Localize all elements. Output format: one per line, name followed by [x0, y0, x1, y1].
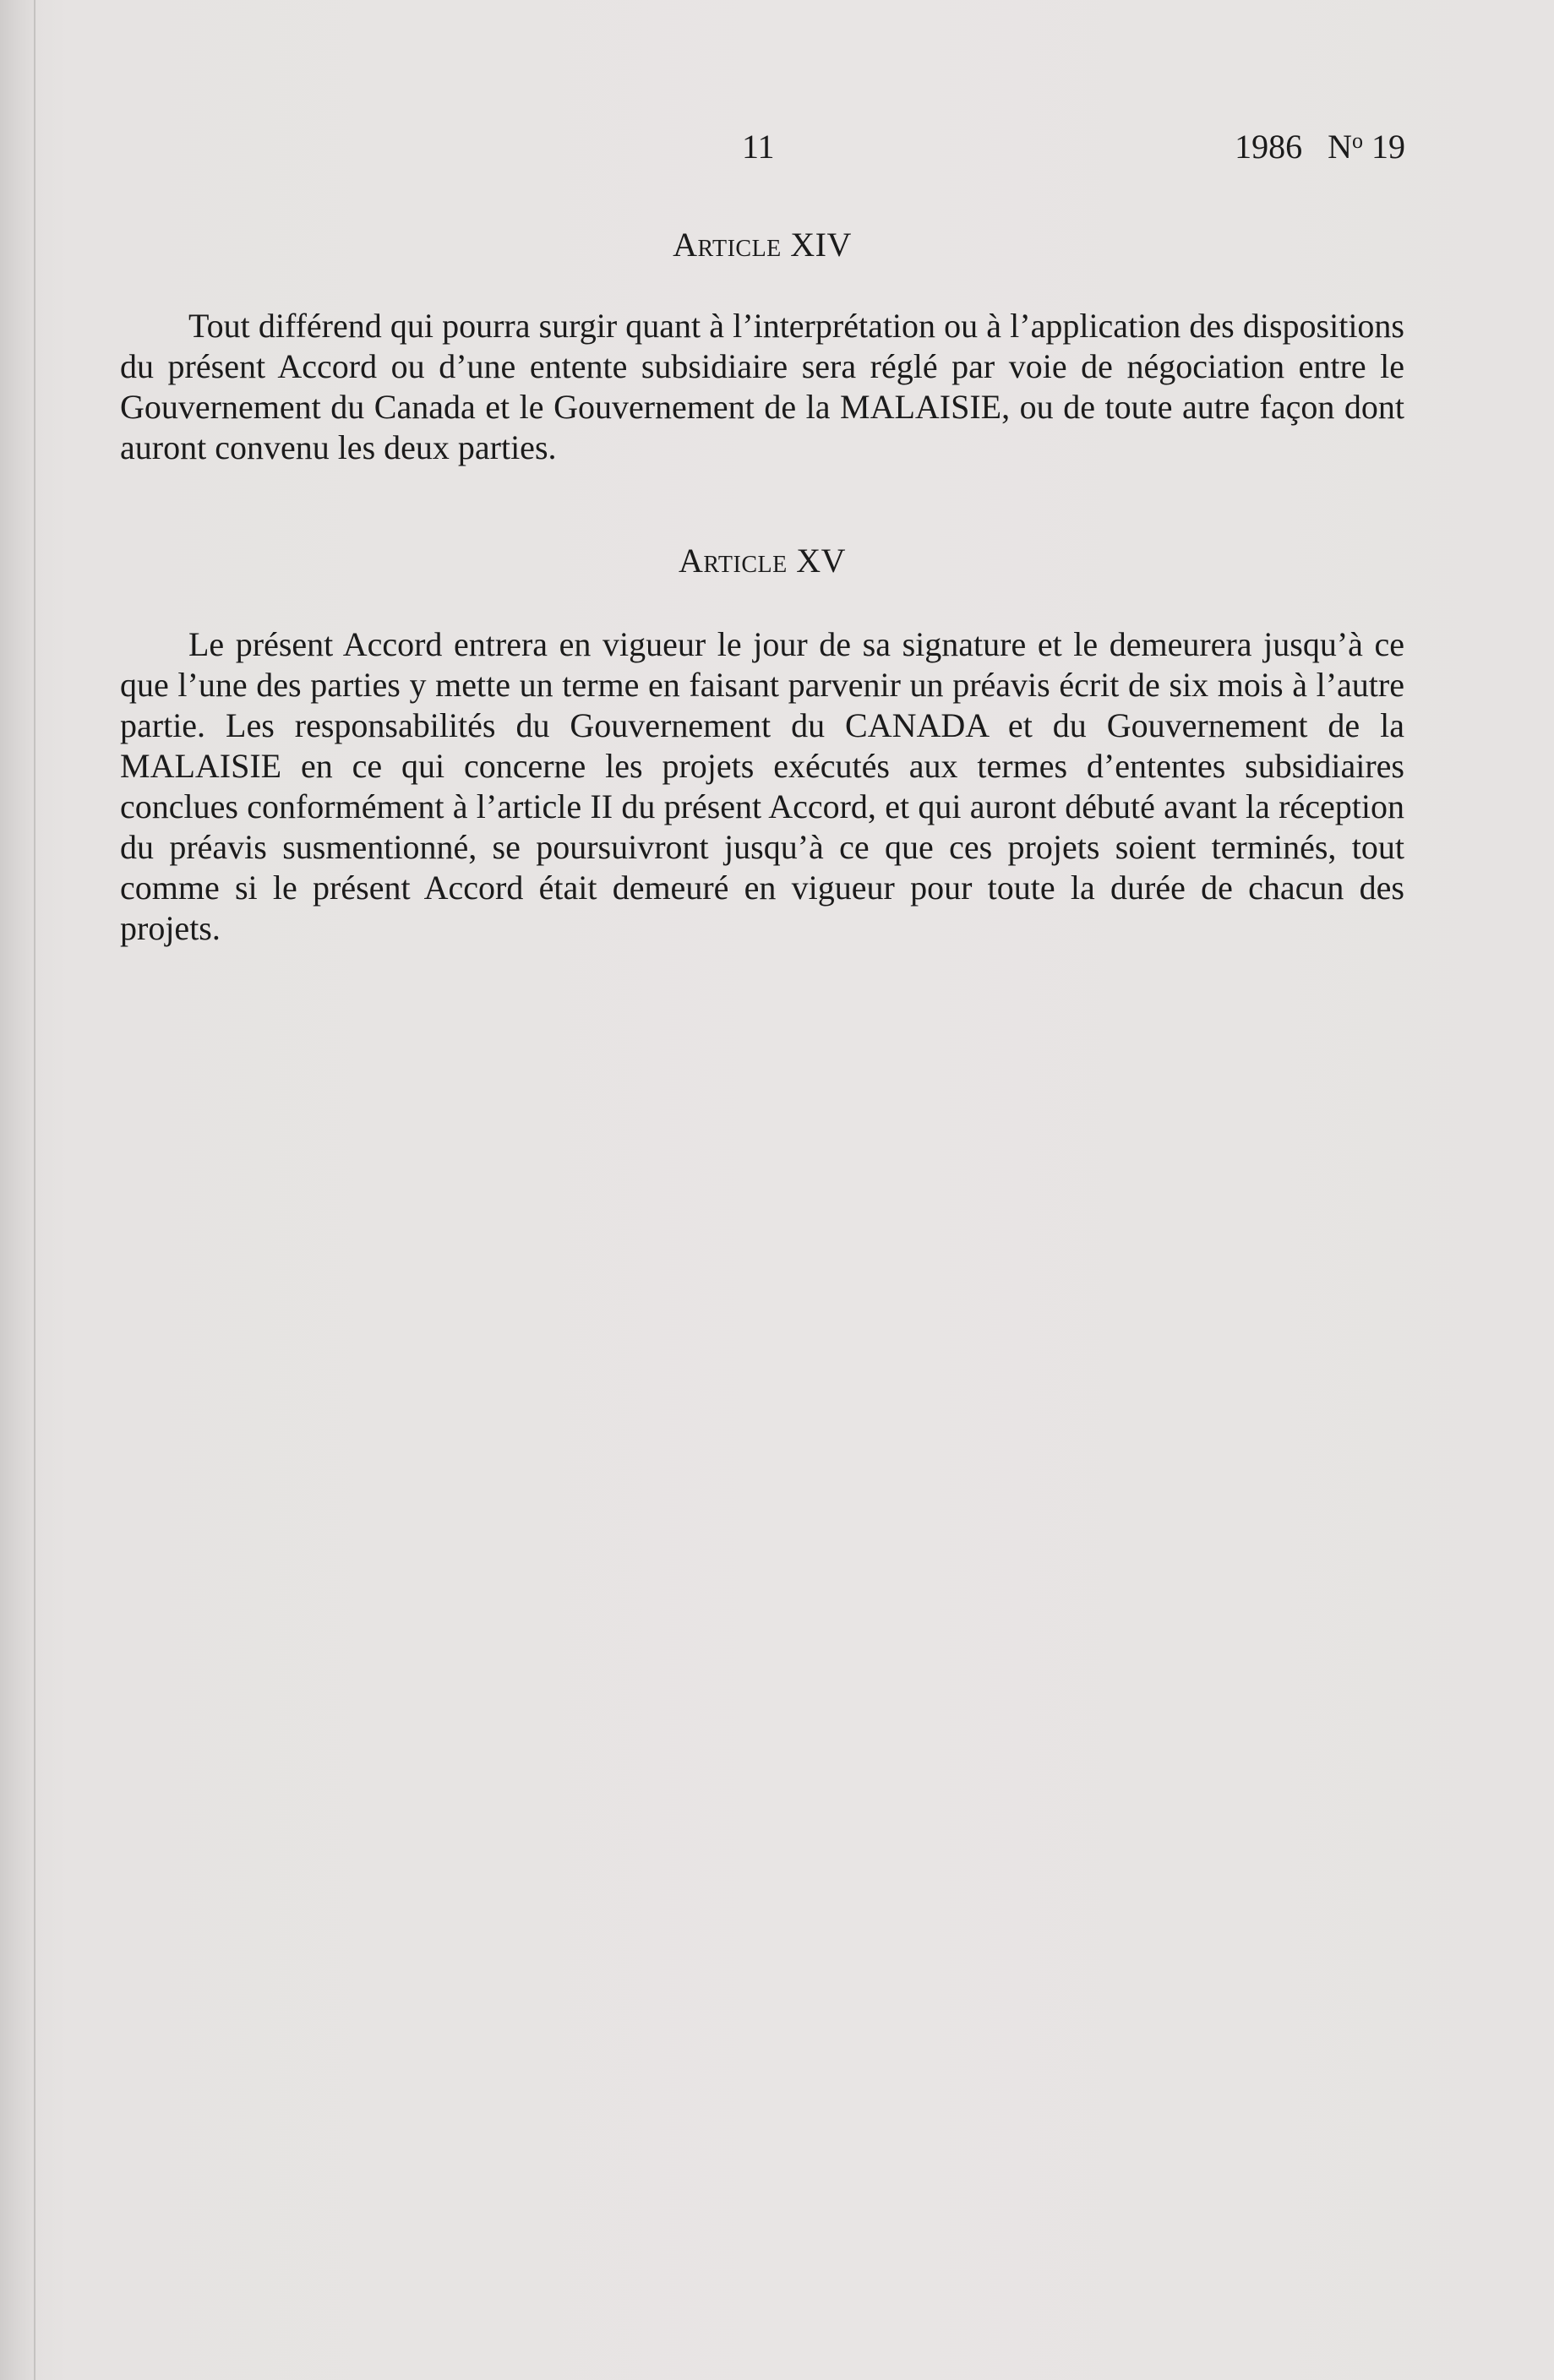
- year: 1986: [1235, 128, 1303, 166]
- binding-edge: [34, 0, 35, 2380]
- article-xv-text: Le présent Accord entrera en vigueur le jour de sa signature et le demeurera jusqu’à ce que l’une des parties y mette un terme en faisant parvenir un préavis écrit de six mois à l’autre partie. Les responsabilités du Gouvernement du CANADA et du Gouvernement de la MALAISIE en ce qui concerne les projets exécutés aux termes d’ententes subsidiaires conclues conformément à l’article II du présent Accord, et qui auront débuté avant la réception du préavis susmentionné, se poursuivront jusqu’à ce que ces projets soient terminés, tout comme si le présent Accord était demeuré en vigueur pour toute la durée de chacun des projets.: [120, 625, 1404, 947]
- article-xiv-heading: Article XIV: [673, 226, 852, 264]
- number-label: N: [1328, 128, 1352, 166]
- page-number: 11: [742, 128, 775, 166]
- number-superscript: o: [1352, 128, 1363, 153]
- article-xiv-text: Tout différend qui pourra surgir quant à l’interprétation ou à l’application des dispositions du présent Accord ou d’une entente subsidiaire sera réglé par voie de négociation entre le Gouvernement du Canada et le Gouvernement de la MALAISIE, ou de toute autre façon dont auront convenu les deux parties.: [120, 307, 1404, 466]
- document-number: 19: [1371, 128, 1405, 166]
- running-head: [1235, 127, 1405, 167]
- article-xv-heading: Article XV: [679, 542, 846, 580]
